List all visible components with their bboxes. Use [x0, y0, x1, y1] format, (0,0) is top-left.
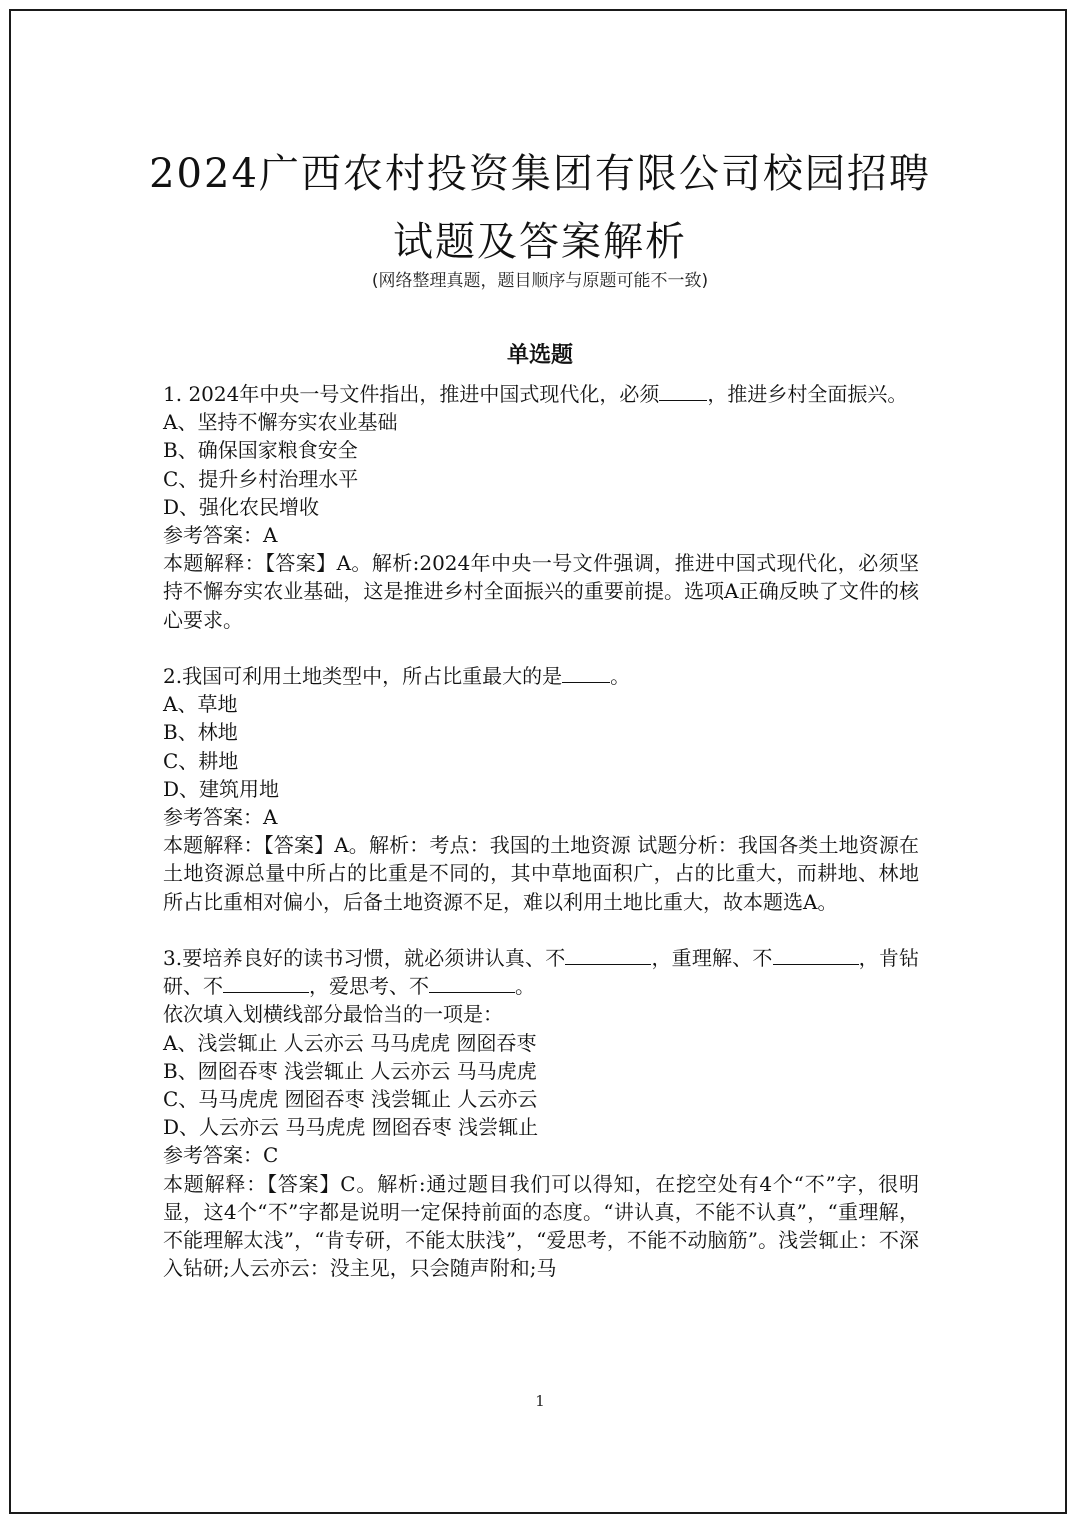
question-stem [163, 380, 919, 408]
answer-blank [223, 972, 309, 993]
document-subtitle: (网络整理真题，题目顺序与原题可能不一致) [371, 271, 709, 291]
answer-blank [773, 944, 859, 965]
question-stem [163, 944, 919, 1000]
document-title: 2024广西农村投资集团有限公司校园招聘 [149, 151, 931, 197]
reference-answer: 参考答案：A [163, 805, 278, 830]
page-number: 1 [535, 1392, 545, 1410]
answer-explanation: 本题解释：【答案】A。解析:2024年中央一号文件强调，推进中国式现代化，必须坚持不懈夯实农业基础，这是推进乡村全面振兴的重要前提。选项A正确反映了文件的核心要求。 [163, 551, 919, 632]
question-stem-text: 2.我国可利用土地类型中，所占比重最大的是 [163, 664, 563, 689]
question-stem-text: ，重理解、不 [651, 946, 773, 971]
answer-blank [562, 662, 610, 683]
answer-explanation: 本题解释：【答案】C。解析:通过题目我们可以得知，在挖空处有4个“不”字，很明显，这4个“不”字都是说明一定保持前面的态度。“讲认真，不能不认真”，“重理解，不能理解太浅”，“肯专研，不能太肤浅”，“爱思考，不能不动脑筋”。浅尝辄止：不深入钻研;人云亦云：没主见，只会随声附和;马 [163, 1171, 919, 1281]
question-stem-text: 。 [515, 974, 535, 999]
option-d: D、强化农民增收 [163, 494, 320, 519]
question-2 [163, 662, 919, 916]
option-b: B、囫囵吞枣 浅尝辄止 人云亦云 马马虎虎 [163, 1058, 537, 1083]
answer-blank [659, 380, 707, 401]
question-stem-text: ，推进乡村全面振兴。 [707, 382, 908, 406]
option-a: A、浅尝辄止 人云亦云 马马虎虎 囫囵吞枣 [163, 1030, 537, 1055]
question-list [163, 380, 919, 1311]
question-1 [163, 380, 919, 634]
question-stem-text: ，爱思考、不 [309, 974, 429, 999]
reference-answer: 参考答案：A [163, 523, 278, 548]
answer-blank [429, 972, 515, 993]
question-3 [163, 944, 919, 1282]
section-heading: 单选题 [506, 343, 573, 368]
option-c: C、马马虎虎 囫囵吞枣 浅尝辄止 人云亦云 [163, 1087, 538, 1112]
question-stem-text: 1. 2024年中央一号文件指出，推进中国式现代化，必须 [163, 382, 660, 406]
option-c: C、提升乡村治理水平 [163, 466, 359, 491]
question-instruction: 依次填入划横线部分最恰当的一项是： [163, 1002, 503, 1027]
option-d: D、人云亦云 马马虎虎 囫囵吞枣 浅尝辄止 [163, 1115, 539, 1140]
option-a: A、坚持不懈夯实农业基础 [163, 410, 398, 435]
answer-blank [565, 944, 651, 965]
option-a: A、草地 [163, 692, 238, 717]
question-stem-text: ，肯钻研、不 [163, 946, 920, 999]
option-b: B、确保国家粮食安全 [163, 438, 358, 463]
question-stem [163, 662, 919, 690]
reference-answer: 参考答案：C [163, 1143, 279, 1168]
document-title-continued: 试题及答案解析 [393, 219, 687, 265]
answer-explanation: 本题解释：【答案】A。解析：考点：我国的土地资源 试题分析：我国各类土地资源在土地资源总量中所占的比重是不同的，其中草地面积广，占的比重大，而耕地、林地所占比重相对偏小，后备土地资源不足，难以利用土地比重大，故本题选A。 [163, 833, 919, 914]
option-c: C、耕地 [163, 748, 239, 773]
question-stem-text: 3.要培养良好的读书习惯，就必须讲认真、不 [163, 946, 566, 971]
option-d: D、建筑用地 [163, 776, 280, 801]
option-b: B、林地 [163, 720, 238, 745]
question-stem-text: 。 [610, 664, 631, 689]
